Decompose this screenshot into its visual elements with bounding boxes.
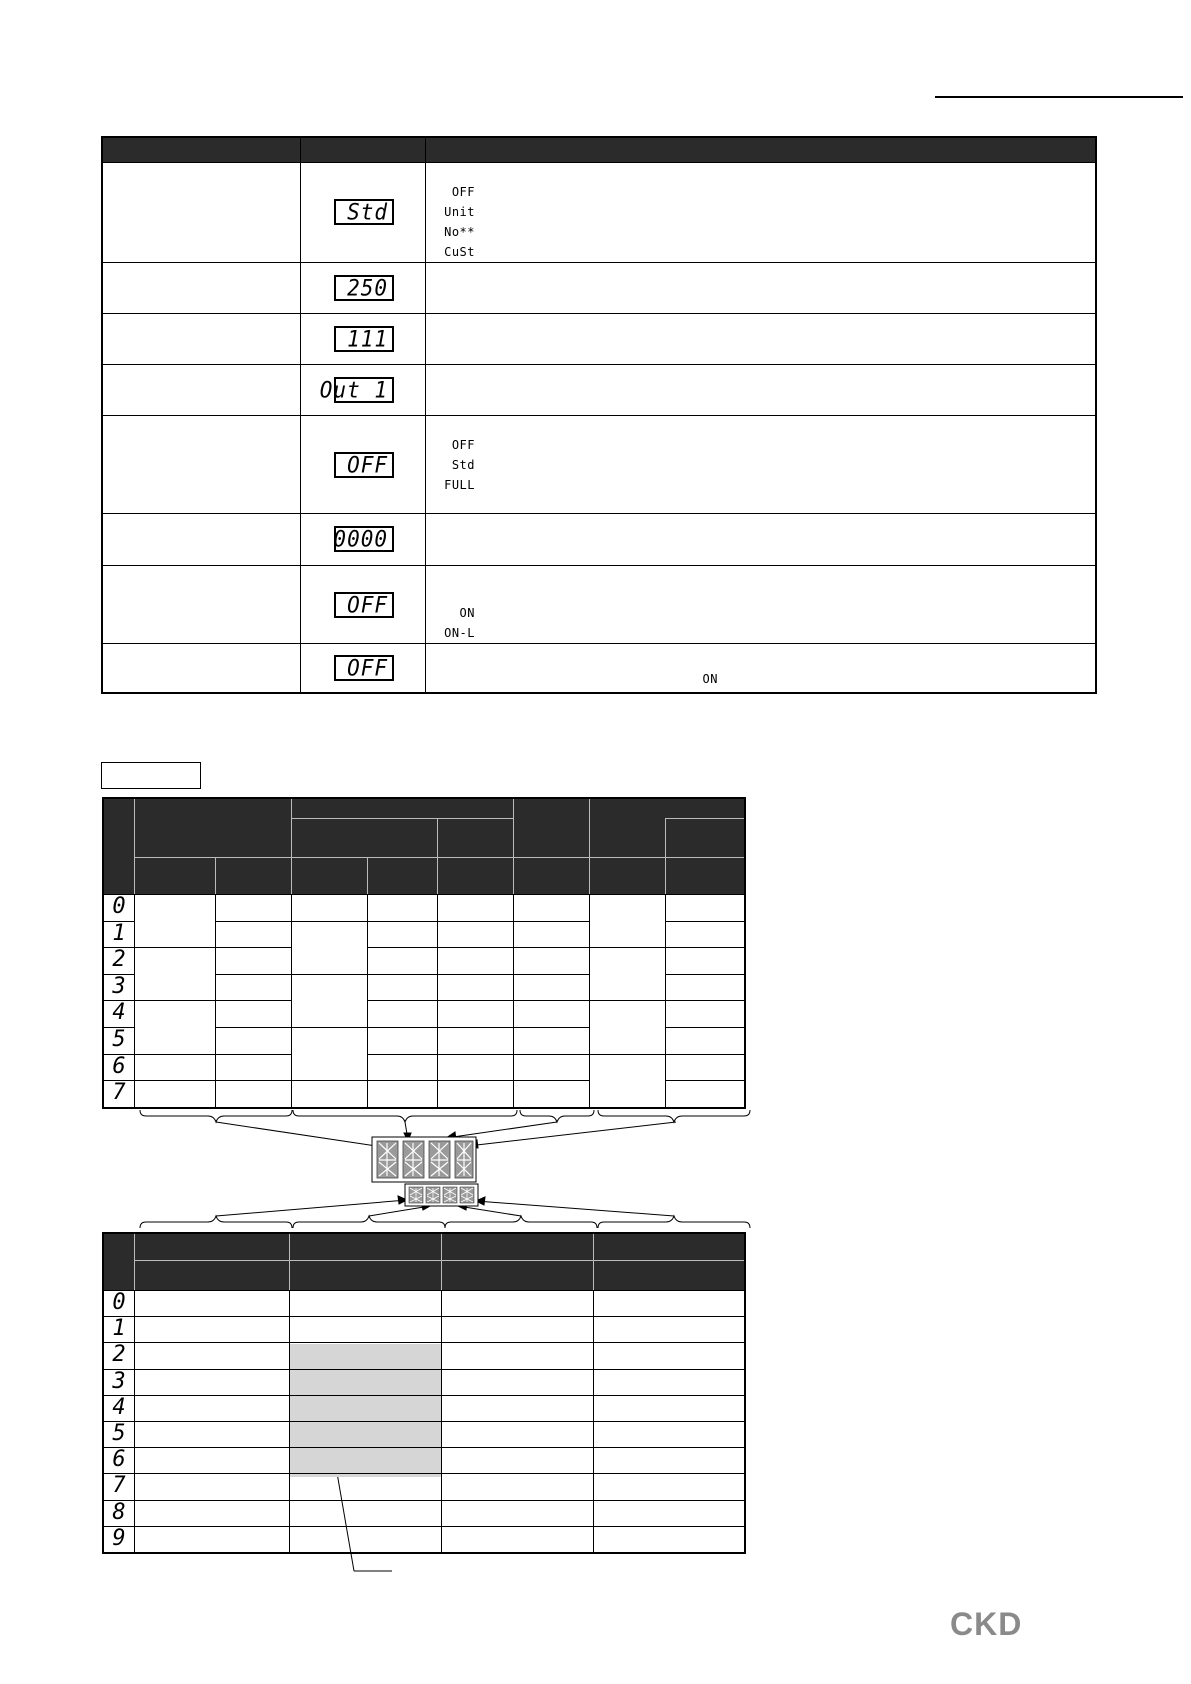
row-digit: 3 [112,973,126,999]
row-digit: 7 [112,1080,126,1106]
row-digit: 0 [112,1290,126,1315]
grid-line [104,1447,744,1448]
grid-line [104,1395,744,1396]
grid-line [104,1316,744,1317]
option-text: ON [702,672,718,686]
row-digit: 4 [112,1000,126,1026]
shaded-block [290,1344,441,1477]
grid-line [104,1342,744,1343]
lcd-text: OFF [347,655,388,681]
row-digit: 7 [112,1473,126,1499]
option-text: OFF [451,185,475,199]
row-digit: 8 [112,1499,126,1525]
option-text: CuSt [444,245,475,259]
grid-line [104,1421,744,1422]
option-text: FULL [444,478,475,492]
lcd-text: OFF [347,592,388,618]
option-text: ON-L [444,626,475,640]
lcd-text: 250 [347,275,388,301]
lcd-text: Out 1 [319,377,388,403]
row-digit: 1 [112,920,126,946]
option-text: Unit [444,205,475,219]
option-text: OFF [451,438,475,452]
grid-line [104,1369,744,1370]
grid-line [104,1473,744,1474]
grid-line [104,1290,744,1291]
row-digit: 2 [112,947,126,973]
option-text: No** [444,225,475,239]
row-digit: 2 [112,1342,126,1368]
option-text: Std [451,458,475,472]
row-digit: 5 [112,1027,126,1052]
option-text: ON [459,606,475,620]
lcd-text: OFF [347,452,388,478]
row-digit: 3 [112,1368,126,1394]
lcd-text: Std [347,199,388,225]
row-digit: 6 [112,1053,126,1079]
grid-line [104,1526,744,1527]
brand-logo: CKD [950,1606,1023,1642]
row-digit: 1 [112,1316,126,1342]
row-digit: 6 [112,1447,126,1473]
row-digit: 0 [112,894,126,919]
row-digit: 4 [112,1394,126,1420]
lcd-text: 111 [347,326,388,352]
row-digit: 9 [112,1525,126,1551]
row-digit: 5 [112,1421,126,1446]
code-table-lower [102,1232,746,1554]
lcd-text: 0000 [333,526,388,552]
grid-line [104,1500,744,1501]
